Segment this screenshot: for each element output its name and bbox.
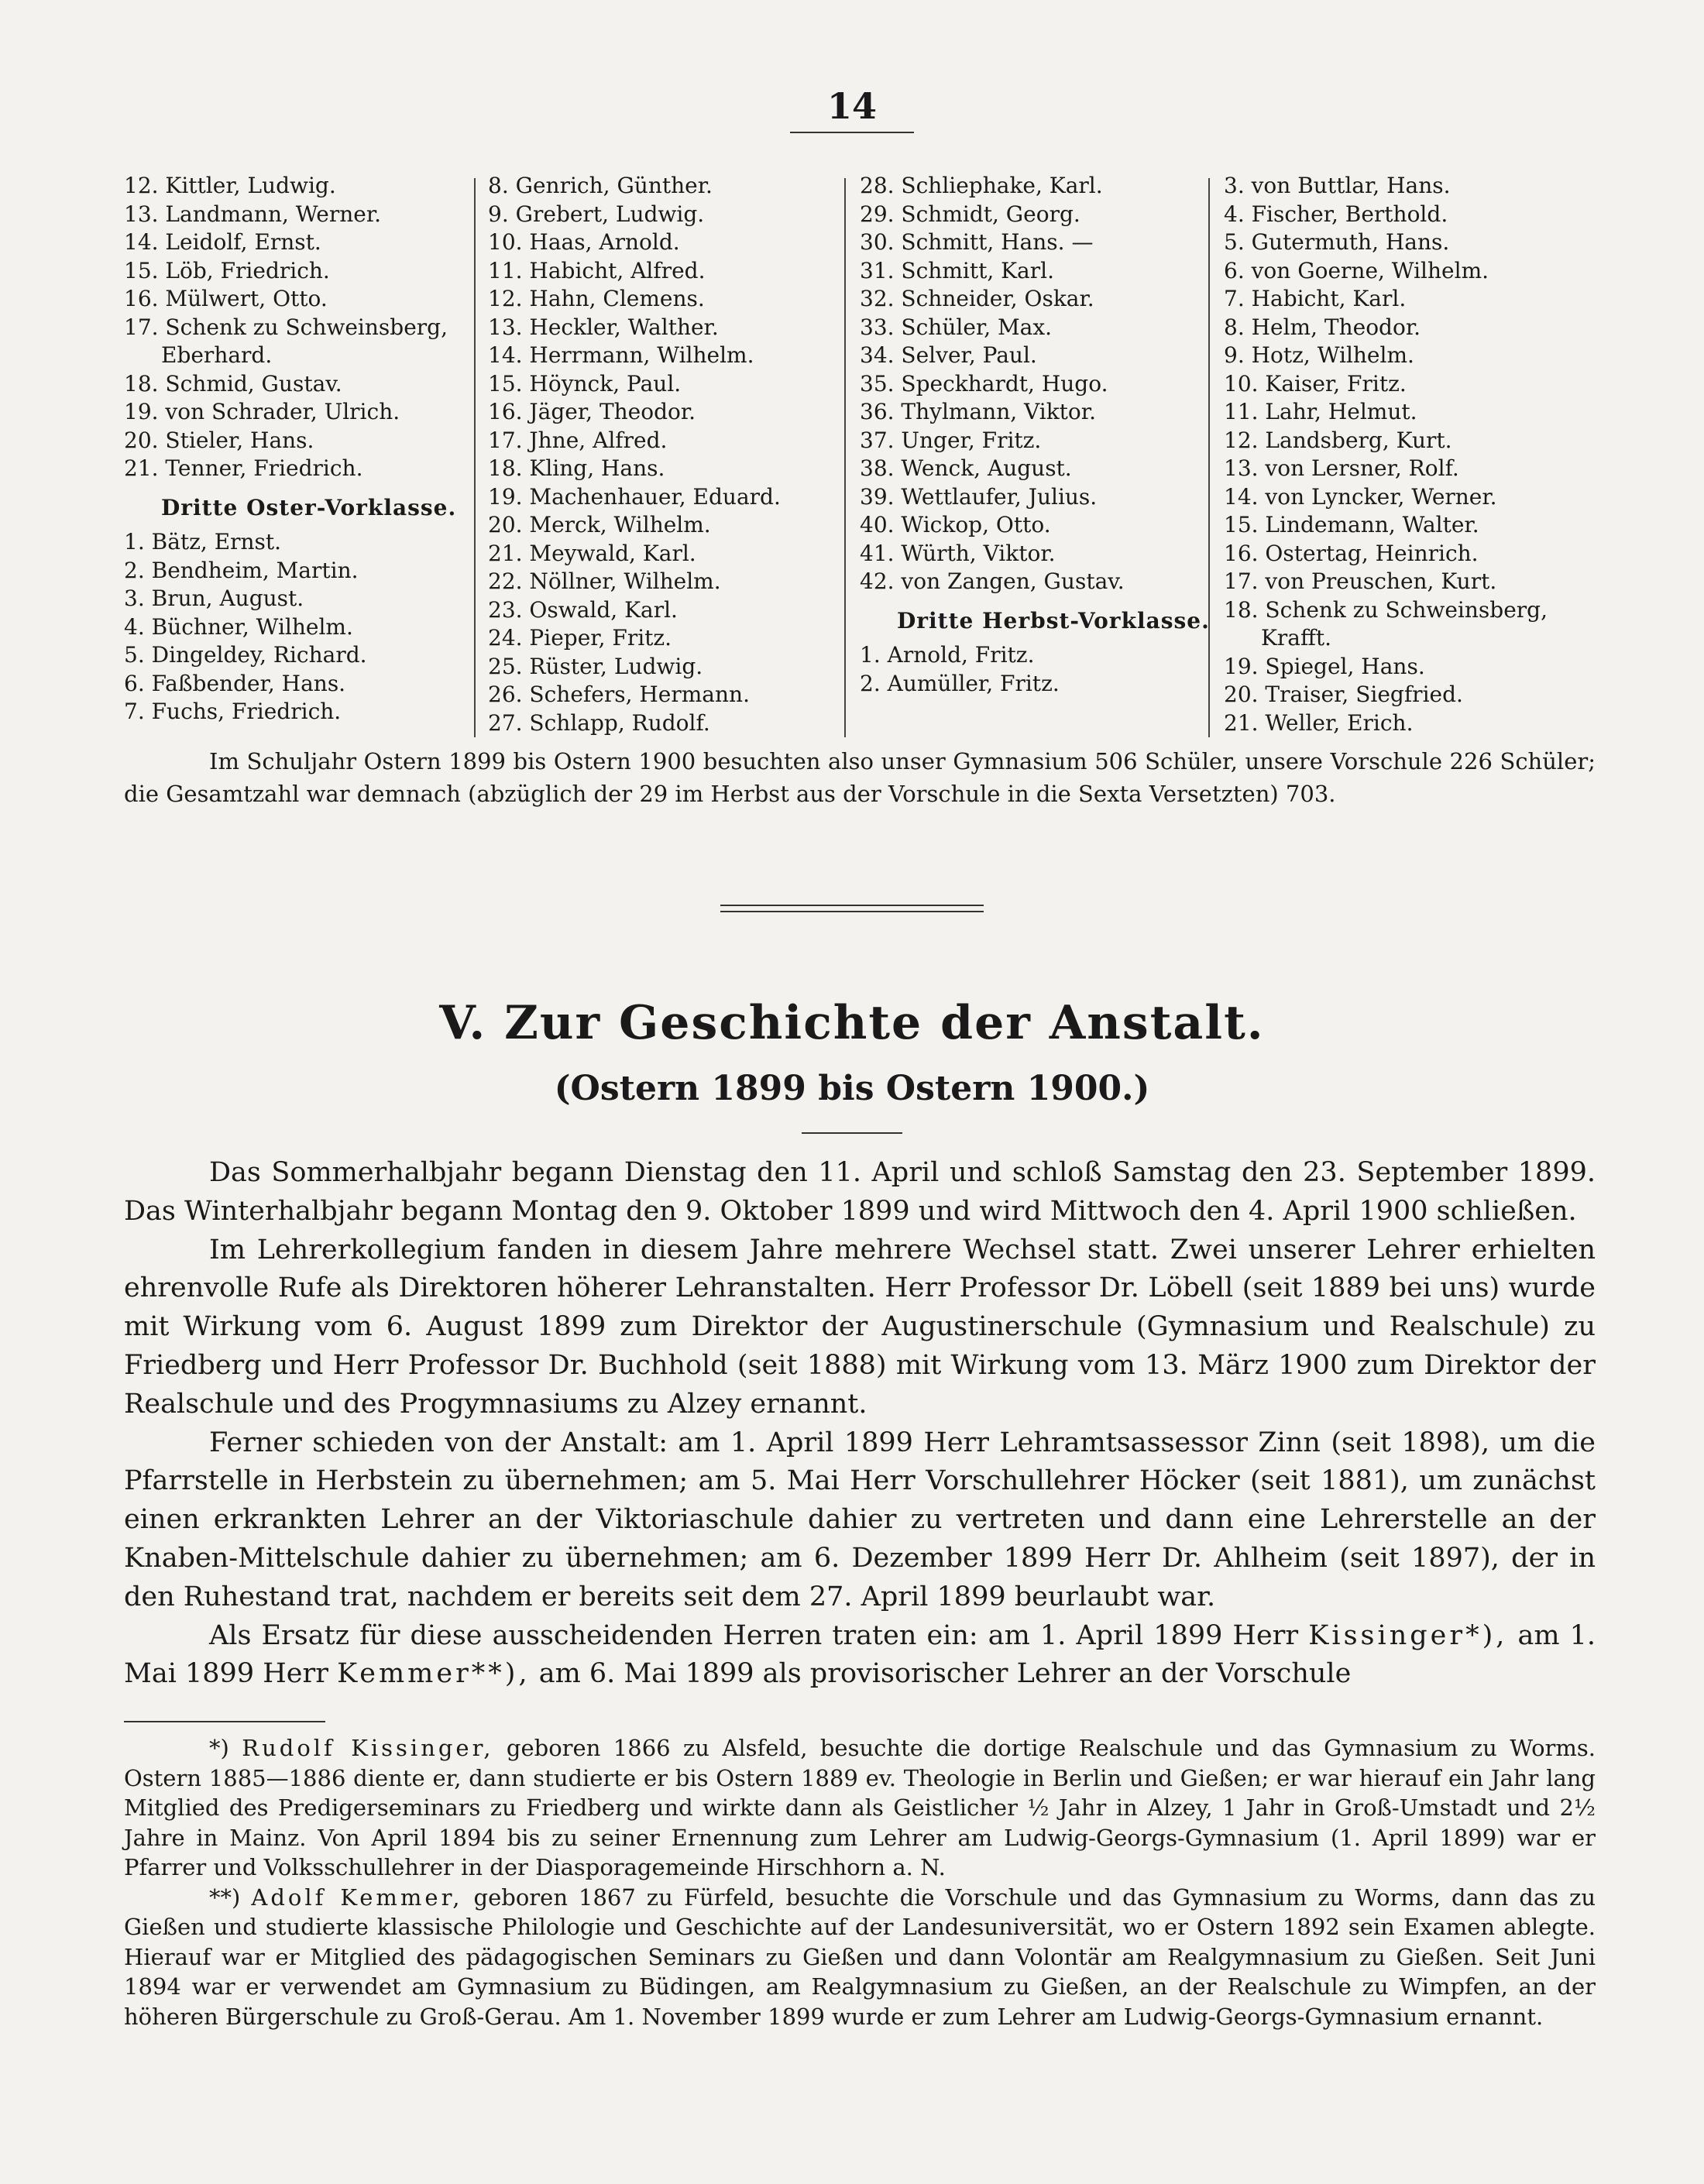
paragraph-semester-dates: Das Sommerhalbjahr begann Dienstag den 11. April und schloß Samstag den 23. September 1899. Das Winterhalbjahr begann Montag den 9. Oktober 1899 und wird Mittwoch den 4. April 1900 schließen.: [124, 1157, 1596, 1227]
chapter-subtitle: (Ostern 1899 bis Ostern 1900.): [554, 1069, 1150, 1108]
list-item: 13. von Lersner, Rolf.: [1224, 455, 1459, 481]
list-item: 19. Spiegel, Hans.: [1224, 653, 1425, 679]
list-item: 14. Leidolf, Ernst.: [124, 229, 321, 255]
section-separator: [720, 905, 984, 912]
list-item: 17. Jhne, Alfred.: [488, 427, 668, 453]
list-item: 9. Grebert, Ludwig.: [488, 201, 705, 227]
list-item: 14. von Lyncker, Werner.: [1224, 483, 1497, 510]
list-item: 2. Aumüller, Fritz.: [860, 670, 1060, 696]
list-item: 10. Haas, Arnold.: [488, 229, 680, 255]
column-divider: [844, 178, 846, 737]
chapter-title: V. Zur Geschichte der Anstalt.: [439, 996, 1265, 1050]
list-item: 6. Faßbender, Hans.: [124, 670, 346, 696]
list-item: 7. Fuchs, Friedrich.: [124, 699, 342, 724]
list-item: 15. Lindemann, Walter.: [1224, 512, 1479, 537]
footnote-marker: *): [209, 1735, 229, 1761]
column-divider: [474, 178, 476, 737]
paragraph-departures: Ferner schieden von der Anstalt: am 1. April 1899 Herr Lehramtsassessor Zinn (seit 1898), um die Pfarrstelle in Herbstein zu übernehmen; am 5. Mai Herr Vorschullehrer Höcker (seit 1881), um zunächst einen erkrankten Lehrer an der Viktoriaschule dahier zu vertreten und dann eine Lehrerstelle an der Knaben-Mittelschule dahier zu übernehmen; am 6. Dezember 1899 Herr Dr. Ahlheim (seit 1897), der in den Ruhestand trat, nachdem er bereits seit dem 27. April 1899 beurlaubt war.: [124, 1427, 1596, 1612]
list-item: 20. Traiser, Siegfried.: [1224, 682, 1463, 707]
teacher-name-kissinger: Kissinger*),: [1308, 1619, 1508, 1651]
list-item: 25. Rüster, Ludwig.: [488, 653, 703, 679]
list-item: 13. Landmann, Werner.: [124, 201, 382, 227]
footnote-kemmer: [124, 1883, 1596, 2032]
list-item: 1. Bätz, Ernst.: [124, 529, 282, 555]
list-item: 9. Hotz, Wilhelm.: [1224, 342, 1414, 368]
roster-column-1: [124, 172, 488, 737]
page-number: 14: [826, 85, 877, 127]
list-item: 26. Schefers, Hermann.: [488, 682, 750, 707]
class-heading: Dritte Oster-Vorklasse.: [161, 494, 457, 520]
list-item: 19. von Schrader, Ulrich.: [124, 399, 400, 424]
list-item: 27. Schlapp, Rudolf.: [488, 709, 710, 736]
footnote-name: Rudolf Kissinger,: [242, 1735, 494, 1761]
list-item: 3. Brun, August.: [124, 585, 304, 611]
chapter-rule: [802, 1132, 902, 1134]
list-item: 17. von Preuschen, Kurt.: [1224, 568, 1497, 594]
list-item: 12. Landsberg, Kurt.: [1224, 427, 1452, 453]
list-item: 22. Nöllner, Wilhelm.: [488, 568, 721, 594]
paragraph-faculty-changes: Im Lehrerkollegium fanden in diesem Jahre mehrere Wechsel statt. Zwei unserer Lehrer erhielten ehrenvolle Rufe als Direktoren höherer Lehranstalten. Herr Professor Dr. Löbell (seit 1889 bei uns) wurde mit Wirkung vom 6. August 1899 zum Direktor der Augustinerschule (Gymnasium und Realschule) zu Friedberg und Herr Professor Dr. Buchhold (seit 1888) mit Wirkung vom 13. März 1900 zum Direktor der Realschule und des Progymnasiums zu Alzey ernannt.: [124, 1234, 1596, 1420]
chapter-body: [124, 1154, 1596, 1694]
footnotes: [124, 1733, 1596, 2031]
list-item: 21. Tenner, Friedrich.: [124, 455, 363, 481]
list-item: 18. Kling, Hans.: [488, 455, 665, 481]
list-item: 20. Stieler, Hans.: [124, 427, 314, 453]
list-item: 4. Büchner, Wilhelm.: [124, 613, 353, 640]
paragraph-replacements: [124, 1617, 1596, 1695]
list-item: 21. Weller, Erich.: [1224, 709, 1414, 736]
list-item: 7. Habicht, Karl.: [1224, 286, 1407, 311]
list-item: 12. Hahn, Clemens.: [488, 286, 705, 311]
list-item: 35. Speckhardt, Hugo.: [860, 370, 1108, 397]
list-item: 28. Schliephake, Karl.: [860, 173, 1103, 198]
list-item: 1. Arnold, Fritz.: [860, 642, 1035, 668]
list-item: 17. Schenk zu Schweinsberg,: [124, 314, 448, 340]
list-item-continuation: Krafft.: [1261, 625, 1332, 651]
list-item: 16. Jäger, Theodor.: [488, 399, 696, 424]
list-item: 29. Schmidt, Georg.: [860, 201, 1080, 227]
list-item: 32. Schneider, Oskar.: [860, 286, 1094, 311]
footnote-marker: **): [209, 1884, 241, 1911]
list-item: 8. Helm, Theodor.: [1224, 314, 1421, 340]
replacements-text-1: Als Ersatz für diese ausscheidenden Herren traten ein: am 1. April 1899 Herr: [209, 1619, 1299, 1651]
list-item: 23. Oswald, Karl.: [488, 596, 678, 623]
replacements-text-2: am 1. Mai 1899 Herr: [124, 1619, 1596, 1690]
list-item: 4. Fischer, Berthold.: [1224, 201, 1448, 227]
list-item: 13. Heckler, Walther.: [488, 314, 719, 340]
list-item: 16. Ostertag, Heinrich.: [1224, 540, 1479, 566]
page-number-rule: [790, 132, 914, 133]
list-item: 39. Wettlaufer, Julius.: [860, 483, 1098, 510]
list-item: 34. Selver, Paul.: [860, 342, 1037, 368]
replacements-text-3: am 6. Mai 1899 als provisorischer Lehrer an der Vorschule: [538, 1658, 1352, 1690]
list-item: 41. Würth, Viktor.: [860, 540, 1056, 566]
roster-column-4: [1224, 172, 1588, 737]
list-item: 11. Lahr, Helmut.: [1224, 399, 1417, 424]
student-roster: [124, 172, 1588, 737]
list-item: 42. von Zangen, Gustav.: [860, 568, 1125, 594]
list-item-continuation: Eberhard.: [161, 342, 273, 368]
footnote-text: geboren 1866 zu Alsfeld, besuchte die dortige Realschule und das Gymnasium zu Worms. Ostern 1885—1886 diente er, dann studierte er bis Ostern 1889 ev. Theologie in Berlin und Gießen; er war hierauf ein Jahr lang Mitglied des Predigerseminars zu Friedberg und wirkte dann als Geistlicher ½ Jahr in Alzey, 1 Jahr in Groß-Umstadt und 2½ Jahre in Mainz. Von April 1894 bis zu seiner Ernennung zum Lehrer am Ludwig-Georgs-Gymnasium (1. April 1899) war er Pfarrer und Volksschullehrer in der Diasporagemeinde Hirschhorn a. N.: [124, 1735, 1596, 1880]
list-item: 6. von Goerne, Wilhelm.: [1224, 257, 1489, 283]
list-item: 18. Schmid, Gustav.: [124, 370, 342, 397]
list-item: 24. Pieper, Fritz.: [488, 625, 672, 651]
class-heading: Dritte Herbst-Vorklasse.: [897, 607, 1210, 634]
enrollment-summary: [124, 745, 1596, 810]
list-item: 19. Machenhauer, Eduard.: [488, 483, 781, 510]
column-divider: [1208, 178, 1210, 737]
list-item: 15. Löb, Friedrich.: [124, 257, 330, 283]
list-item: 12. Kittler, Ludwig.: [124, 173, 336, 198]
roster-column-3: [860, 172, 1224, 737]
list-item: 15. Höynck, Paul.: [488, 370, 682, 397]
list-item: 30. Schmitt, Hans. —: [860, 229, 1094, 255]
list-item: 18. Schenk zu Schweinsberg,: [1224, 596, 1548, 623]
list-item: 2. Bendheim, Martin.: [124, 557, 359, 583]
list-item: 36. Thylmann, Viktor.: [860, 399, 1096, 424]
list-item: 21. Meywald, Karl.: [488, 540, 696, 566]
list-item: 10. Kaiser, Fritz.: [1224, 370, 1407, 397]
list-item: 16. Mülwert, Otto.: [124, 286, 328, 311]
list-item: 37. Unger, Fritz.: [860, 427, 1042, 453]
footnote-text: geboren 1867 zu Fürfeld, besuchte die Vorschule und das Gymnasium zu Worms, dann das zu Gießen und studierte klassische Philologie und Geschichte auf der Landesuniversität, wo er Ostern 1892 sein Examen ablegte. Hierauf war er Mitglied des pädagogischen Seminars zu Gießen und dann Volontär am Realgymnasium zu Gießen. Seit Juni 1894 war er verwendet am Gymnasium zu Büdingen, am Realgymnasium zu Gießen, an der Realschule zu Wimpfen, an der höheren Bürgerschule zu Groß-Gerau. Am 1. November 1899 wurde er zum Lehrer am Ludwig-Georgs-Gymnasium ernannt.: [124, 1884, 1596, 2030]
list-item: 11. Habicht, Alfred.: [488, 257, 706, 283]
list-item: 40. Wickop, Otto.: [860, 512, 1051, 537]
list-item: 38. Wenck, August.: [860, 455, 1072, 481]
roster-column-2: [488, 172, 860, 737]
footnote-kissinger: [124, 1733, 1596, 1883]
summary-text: Im Schuljahr Ostern 1899 bis Ostern 1900 besuchten also unser Gymnasium 506 Schüler, unsere Vorschule 226 Schüler; die Gesamtzahl war demnach (abzüglich der 29 im Herbst aus der Vorschule in die Sexta Versetzten) 703.: [124, 748, 1596, 807]
list-item: 5. Gutermuth, Hans.: [1224, 229, 1450, 255]
footnote-name: Adolf Kemmer,: [251, 1884, 463, 1911]
footnote-rule: [124, 1721, 325, 1722]
list-item: 33. Schüler, Max.: [860, 314, 1053, 340]
list-item: 3. von Buttlar, Hans.: [1224, 173, 1451, 198]
list-item: 14. Herrmann, Wilhelm.: [488, 342, 754, 368]
list-item: 31. Schmitt, Karl.: [860, 257, 1054, 283]
list-item: 20. Merck, Wilhelm.: [488, 512, 711, 537]
teacher-name-kemmer: Kemmer**),: [337, 1658, 531, 1690]
list-item: 8. Genrich, Günther.: [488, 173, 713, 198]
list-item: 5. Dingeldey, Richard.: [124, 642, 367, 668]
